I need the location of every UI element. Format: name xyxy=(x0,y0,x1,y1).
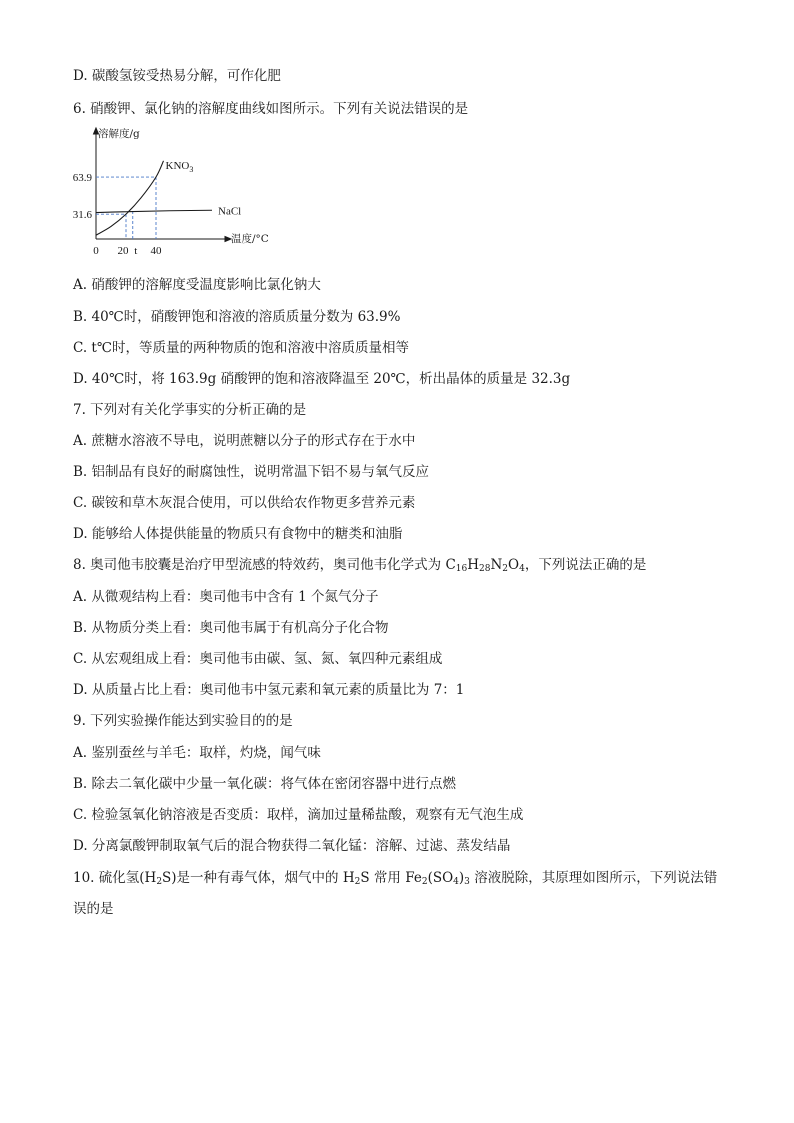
q6-option-a: A. 硝酸钾的溶解度受温度影响比氯化钠大 xyxy=(73,277,321,293)
q9-stem: 9. 下列实验操作能达到实验目的的是 xyxy=(73,713,293,729)
q5-option-d: D. 碳酸氢铵受热易分解，可作化肥 xyxy=(73,68,281,84)
q10-stem-line2: 误的是 xyxy=(73,901,114,917)
q7-option-d: D. 能够给人体提供能量的物质只有食物中的糖类和油脂 xyxy=(73,526,403,542)
kno3-curve xyxy=(96,161,164,235)
q10-stem-line1: 10. 硫化氢$(H_2S)$是一种有毒气体，烟气中的 $H_2S$ 常用 $Fe_2(SO_4)_3$ 溶液脱除，其原理如图所示，下列说法错 xyxy=(73,870,718,887)
q7-option-b: B. 铝制品有良好的耐腐蚀性，说明常温下铝不易与氧气反应 xyxy=(73,464,430,480)
q6-option-d: D. 40℃时，将 163.9g 硝酸钾的饱和溶液降温至 20℃，析出晶体的质量是 32.3g xyxy=(73,371,571,387)
q9-option-a: A. 鉴别蚕丝与羊毛：取样，灼烧，闻气味 xyxy=(73,745,321,761)
nacl-label: NaCl xyxy=(218,205,242,218)
q8-option-a: A. 从微观结构上看：奥司他韦中含有 1 个氮气分子 xyxy=(73,589,379,605)
q9-option-d: D. 分离氯酸钾制取氧气后的混合物获得二氧化锰：溶解、过滤、蒸发结晶 xyxy=(73,838,511,854)
x-tick-40: 40 xyxy=(150,245,162,257)
q7-option-a: A. 蔗糖水溶液不导电，说明蔗糖以分子的形式存在于水中 xyxy=(73,433,416,449)
q8-option-b: B. 从物质分类上看：奥司他韦属于有机高分子化合物 xyxy=(73,620,389,636)
q7-option-c: C. 碳铵和草木灰混合使用，可以供给农作物更多营养元素 xyxy=(73,495,416,511)
y-tick-31-6: 31.6 xyxy=(72,209,92,222)
x-tick-t: t xyxy=(134,245,138,257)
q6-stem: 6. 硝酸钾、氯化钠的溶解度曲线如图所示。下列有关说法错误的是 xyxy=(73,101,469,117)
solubility-chart xyxy=(72,125,300,267)
q9-option-b: B. 除去二氧化碳中少量一氧化碳：将气体在密闭容器中进行点燃 xyxy=(73,776,457,792)
y-axis-label: 溶解度/g xyxy=(98,128,140,140)
q9-option-c: C. 检验氢氧化钠溶液是否变质：取样，滴加过量稀盐酸，观察有无气泡生成 xyxy=(73,807,524,823)
q6-option-c: C. t℃时，等质量的两种物质的饱和溶液中溶质质量相等 xyxy=(73,340,409,356)
q8-option-c: C. 从宏观组成上看：奥司他韦由碳、氢、氮、氧四种元素组成 xyxy=(73,651,443,667)
kno3-label: $KNO_3$ xyxy=(165,159,194,174)
q8-stem: 8. 奥司他韦胶囊是治疗甲型流感的特效药，奥司他韦化学式为 $C_{16}H_{28}N_2O_4$，下列说法正确的是 xyxy=(73,557,647,574)
x-tick-20: 20 xyxy=(117,245,129,257)
q8-option-d: D. 从质量占比上看：奥司他韦中氢元素和氧元素的质量比为 7：1 xyxy=(73,682,465,698)
x-tick-0: 0 xyxy=(93,245,99,257)
q6-option-b: B. 40℃时，硝酸钾饱和溶液的溶质质量分数为 63.9% xyxy=(73,309,401,325)
nacl-curve xyxy=(96,210,212,212)
y-tick-63-9: 63.9 xyxy=(72,172,92,185)
q7-stem: 7. 下列对有关化学事实的分析正确的是 xyxy=(73,402,307,418)
x-axis-label: 温度/°C xyxy=(231,233,269,245)
